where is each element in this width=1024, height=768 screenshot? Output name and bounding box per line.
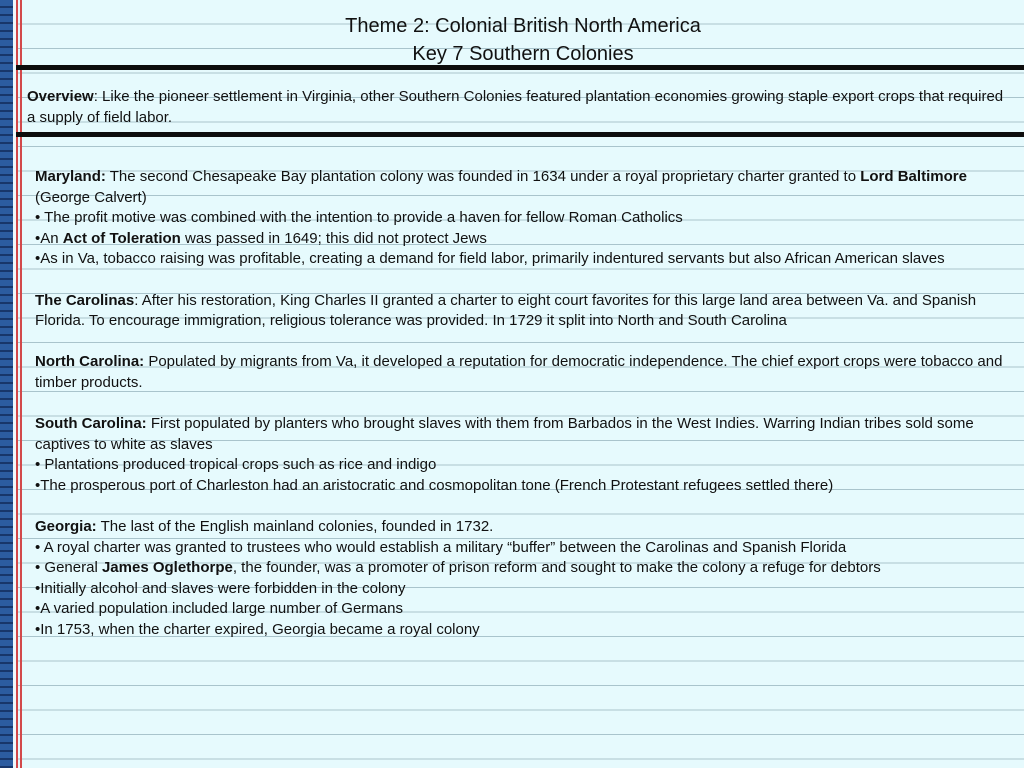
georgia-bullet-4: •A varied population included large number of Germans xyxy=(35,600,403,618)
maryland-label: Maryland: xyxy=(35,168,106,185)
georgia-bullet-2-pre: • General xyxy=(35,559,102,577)
maryland-intro xyxy=(35,167,1015,208)
overview-text: : Like the pioneer settlement in Virginia, other Southern Colonies featured plantation economies growing staple export crops that required a supply of field labor. xyxy=(27,88,1004,126)
slide-title xyxy=(22,12,1024,68)
section-north-carolina xyxy=(35,352,1015,393)
title-line-2: Key 7 Southern Colonies xyxy=(412,43,634,65)
north-carolina-text: Populated by migrants from Va, it developed a reputation for democratic independence. The chief export crops were tobacco and timber products. xyxy=(35,353,1003,391)
georgia-bullet-1: • A royal charter was granted to trustees who would establish a military “buffer” between the Carolinas and Spanish Florida xyxy=(35,538,847,556)
south-carolina-bullet-1: • Plantations produced tropical crops such as rice and indigo xyxy=(35,456,437,474)
margin-line-right xyxy=(20,0,22,768)
margin-line-left xyxy=(16,0,18,768)
maryland-bullet-2-post: was passed in 1649; this did not protect Jews xyxy=(180,229,487,247)
maryland-intro-tail: (George Calvert) xyxy=(35,188,147,206)
georgia-bullet-2-post: , the founder, was a promoter of prison reform and sought to make the colony a refuge for debtors xyxy=(232,559,881,577)
georgia-bullet-2 xyxy=(35,558,1015,579)
georgia-bullet-3: •Initially alcohol and slaves were forbidden in the colony xyxy=(35,579,406,597)
overview-paragraph xyxy=(27,86,1007,128)
carolinas-label: The Carolinas xyxy=(35,291,135,309)
maryland-bullet-2-pre: •An xyxy=(35,229,63,247)
notebook-spine xyxy=(0,0,13,768)
section-maryland xyxy=(35,167,1015,270)
colonies-content xyxy=(35,167,1015,661)
act-of-toleration: Act of Toleration xyxy=(62,229,181,247)
georgia-label: Georgia: xyxy=(35,518,97,536)
georgia-bullet-5: •In 1753, when the charter expired, Georgia became a royal colony xyxy=(35,621,480,639)
georgia-text: The last of the English mainland colonies, founded in 1732. xyxy=(96,518,494,536)
title-divider xyxy=(16,65,1024,70)
north-carolina-paragraph xyxy=(35,352,1015,393)
south-carolina-label: South Carolina: xyxy=(35,415,147,433)
section-carolinas xyxy=(35,291,1015,332)
overview-label: Overview xyxy=(27,88,94,105)
title-line-1: Theme 2: Colonial British North America xyxy=(345,15,701,37)
overview-divider xyxy=(16,132,1024,137)
maryland-intro-text: The second Chesapeake Bay plantation colony was founded in 1634 under a royal proprietary charter granted to xyxy=(105,168,861,185)
south-carolina-text: First populated by planters who brought slaves with them from Barbados in the West Indies. Warring Indian tribes sold some captives to white as slaves xyxy=(35,415,974,453)
georgia-paragraph xyxy=(35,517,1015,538)
carolinas-text: : After his restoration, King Charles II granted a charter to eight court favorites for this large land area between Va. and Spanish Florida. To encourage immigration, religious tolerance was provided. In 1729 it split into North and South Carolina xyxy=(35,291,977,330)
maryland-bullet-3: •As in Va, tobacco raising was profitable, creating a demand for field labor, primarily indentured servants but also African American slaves xyxy=(35,250,945,268)
james-oglethorpe: James Oglethorpe xyxy=(101,559,233,577)
north-carolina-label: North Carolina: xyxy=(35,353,145,371)
section-south-carolina xyxy=(35,414,1015,496)
maryland-bullet-1: • The profit motive was combined with the intention to provide a haven for fellow Roman Catholics xyxy=(35,209,683,227)
south-carolina-bullet-2: •The prosperous port of Charleston had an aristocratic and cosmopolitan tone (French Protestant refugees settled there) xyxy=(35,476,834,494)
south-carolina-paragraph xyxy=(35,414,1015,455)
lord-baltimore: Lord Baltimore xyxy=(860,168,967,185)
section-georgia xyxy=(35,517,1015,641)
maryland-bullet-2 xyxy=(35,229,1015,250)
carolinas-paragraph xyxy=(35,291,1015,332)
